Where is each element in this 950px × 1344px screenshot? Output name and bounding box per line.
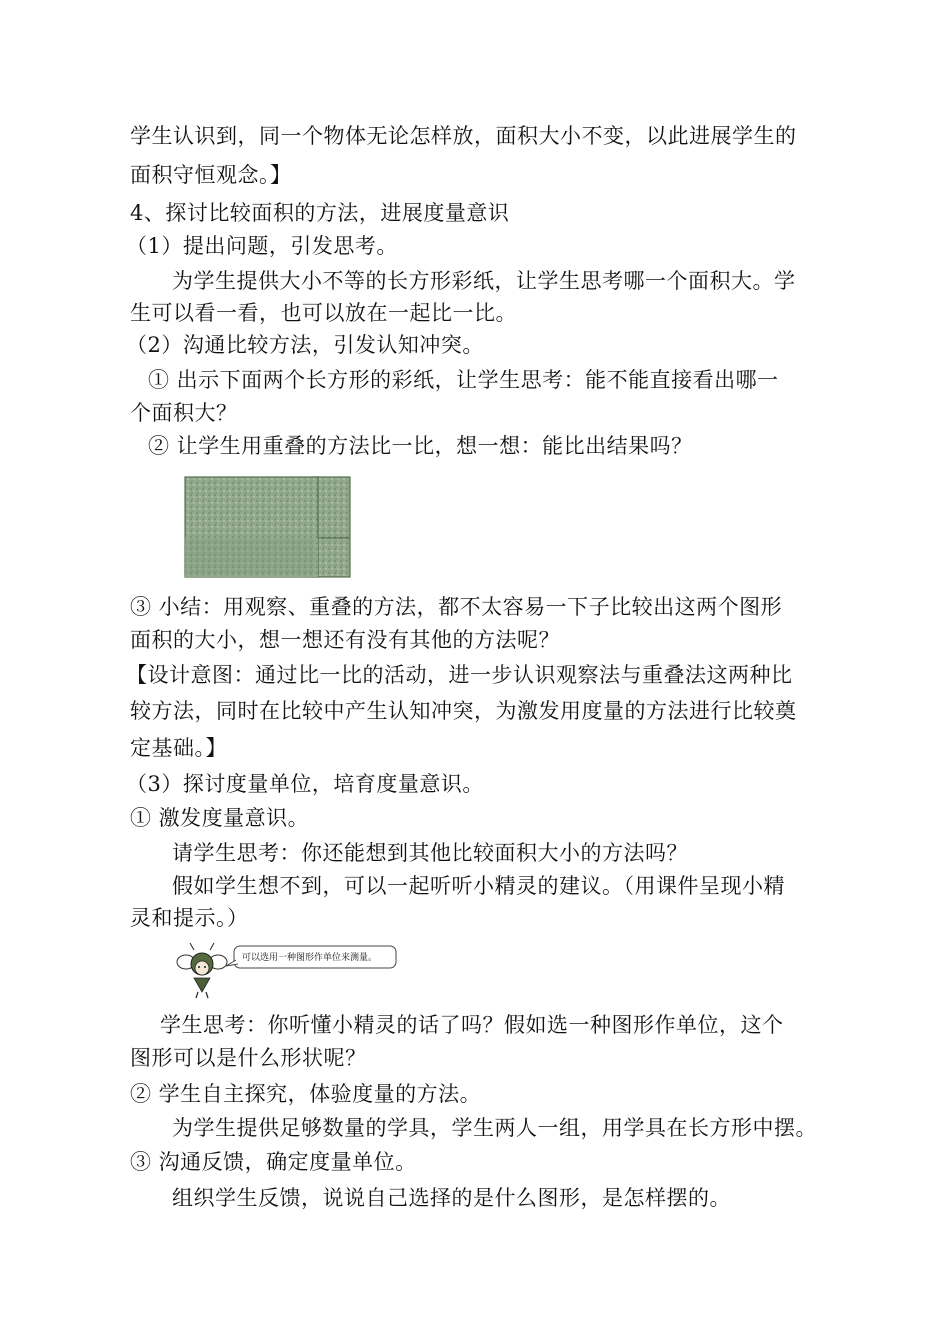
text-line-6: 生可以看一看，也可以放在一起比一比。 [130,301,517,325]
subheading-2: （2）沟通比较方法，引发认知冲突。 [126,333,484,357]
text-line-21: 学生思考：你听懂小精灵的话了吗？假如选一种图形作单位，这个 [160,1013,784,1037]
text-line-17: ① 激发度量意识。 [130,806,310,830]
elf-svg [172,940,400,1000]
text-line-22: 图形可以是什么形状呢？ [130,1046,367,1070]
design-intent-line-1: 【设计意图：通过比一比的活动，进一步认识观察法与重叠法这两种比 [126,663,793,687]
section-heading-4: 4、探讨比较面积的方法，进展度量意识 [130,201,510,225]
text-line-25: ③ 沟通反馈，确定度量单位。 [130,1150,417,1174]
text-line-24: 为学生提供足够数量的学具，学生两人一组，用学具在长方形中摆。 [172,1116,817,1140]
text-line-9: 个面积大？ [130,401,238,425]
elf-icon [177,943,227,998]
speech-bubble-text: 可以选用一种图形作单位来测量。 [242,953,378,963]
subheading-1: （1）提出问题，引发思考。 [126,234,398,258]
text-line-2: 面积守恒观念。】 [130,163,292,187]
elf-hint-figure [172,940,400,1000]
text-line-18: 请学生思考：你还能想到其他比较面积大小的方法吗？ [172,841,688,865]
subheading-3: （3）探讨度量单位，培育度量意识。 [126,772,484,796]
text-line-10: ② 让学生用重叠的方法比一比，想一想：能比出结果吗？ [148,434,693,458]
text-line-26: 组织学生反馈，说说自己选择的是什么图形，是怎样摆的。 [172,1186,731,1210]
text-line-19: 假如学生想不到，可以一起听听小精灵的建议。（用课件呈现小精 [172,874,785,898]
overlapping-rectangles-figure [184,476,352,578]
text-line-1: 学生认识到，同一个物体无论怎样放，面积大小不变，以此进展学生的 [130,124,797,148]
text-line-12: 面积的大小，想一想还有没有其他的方法呢？ [130,628,560,652]
rectangles-svg [184,476,352,578]
text-line-20: 灵和提示。） [130,906,249,930]
text-line-5: 为学生提供大小不等的长方形彩纸，让学生思考哪一个面积大。学 [172,269,796,293]
design-intent-line-2: 较方法，同时在比较中产生认知冲突，为激发用度量的方法进行比较奠 [130,699,797,723]
design-intent-line-3: 定基础。】 [130,736,227,760]
text-line-8: ① 出示下面两个长方形的彩纸，让学生思考：能不能直接看出哪一 [148,368,779,392]
text-line-23: ② 学生自主探究，体验度量的方法。 [130,1082,482,1106]
text-line-11: ③ 小结：用观察、重叠的方法，都不太容易一下子比较出这两个图形 [130,595,783,619]
